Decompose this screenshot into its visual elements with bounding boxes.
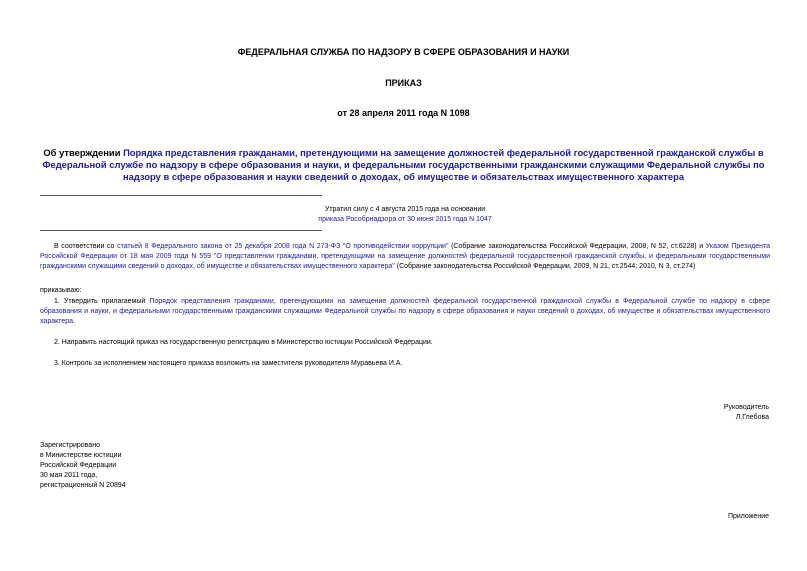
preamble-text-1: В соответствии со <box>54 243 118 250</box>
registration-line: регистрационный N 20894 <box>40 482 126 489</box>
separator-line-top <box>40 195 322 196</box>
registration-line: Российской Федерации <box>40 462 117 469</box>
order-date-number: от 28 апреля 2011 года N 1098 <box>337 108 470 118</box>
federal-law-link[interactable]: статьей 8 Федерального закона от 25 декабря 2008 года N 273-ФЗ "О противодействии коррупции" <box>117 243 449 250</box>
registration-line: 30 мая 2011 года, <box>40 472 98 479</box>
annex-label: Приложение <box>727 513 769 520</box>
item-1 <box>40 297 770 327</box>
status-lost-force: Утратил силу с 4 августа 2015 года на основании <box>324 206 486 213</box>
signer-position: Руководитель <box>723 404 769 411</box>
preamble-paragraph <box>40 242 770 272</box>
agency-name: ФЕДЕРАЛЬНАЯ СЛУЖБА ПО НАДЗОРУ В СФЕРЕ ОБРАЗОВАНИЯ И НАУКИ <box>237 47 570 57</box>
separator-line-bottom <box>40 230 322 231</box>
signer-name: Л.Глебова <box>735 414 769 421</box>
repeal-order-link[interactable]: приказа Рособрнадзора от 30 июня 2015 года N 1047 <box>318 216 492 223</box>
presidential-decree-link[interactable]: Указом Президента Российской Федерации от 18 мая 2009 года N 559 "О представлении гражданами, претендующими на замещение должностей федеральной государственной гражданской службы, и федеральными государственными гражданскими служащими сведений о доходах, об имуществе и обязательствах имущественного характера" <box>40 243 770 270</box>
registration-block <box>40 441 126 491</box>
item-2: 2. Направить настоящий приказ на государственную регистрацию в Министерство юстиции Российской Федерации. <box>54 339 433 346</box>
procedure-link[interactable]: Порядок представления гражданами, претендующими на замещение должностей федеральной государственной гражданской службы в Федеральной службе по надзору в сфере образования и науки, и федеральными государственными гражданскими служащими Федеральной службы по надзору в сфере образования и науки сведений о доходах, об имуществе и обязательствах имущественного характера <box>40 298 771 325</box>
item-1-suffix: . <box>73 318 76 325</box>
preamble-text-3: (Собрание законодательства Российской Федерации, 2009, N 21, ст.2544; 2010, N 3, ст.274) <box>394 263 696 270</box>
document-title <box>36 147 771 183</box>
title-prefix: Об утверждении <box>43 147 124 158</box>
status-note <box>40 205 770 225</box>
preamble-text-2: (Собрание законодательства Российской Федерации, 2008, N 52, ст.6228) и <box>448 243 706 250</box>
item-3: 3. Контроль за исполнением настоящего приказа возложить на заместителя руководителя Муравьева И.А. <box>54 360 403 367</box>
registration-line: в Министерстве юстиции <box>40 452 122 459</box>
signature-block <box>724 403 769 423</box>
order-word: приказываю: <box>40 287 82 294</box>
item-1-prefix: 1. Утвердить прилагаемый <box>54 298 150 305</box>
title-procedure-link[interactable]: Порядка представления гражданами, претендующими на замещение должностей федеральной государственной гражданской службы в Федеральной службе по надзору в сфере образования и науки, и федеральными государственными гражданскими служащими Федеральной службы по надзору в сфере образования и науки сведений о доходах, об имуществе и обязательствах имущественного характера <box>42 147 765 182</box>
registration-line: Зарегистрировано <box>40 442 100 449</box>
document-type: ПРИКАЗ <box>385 78 422 88</box>
